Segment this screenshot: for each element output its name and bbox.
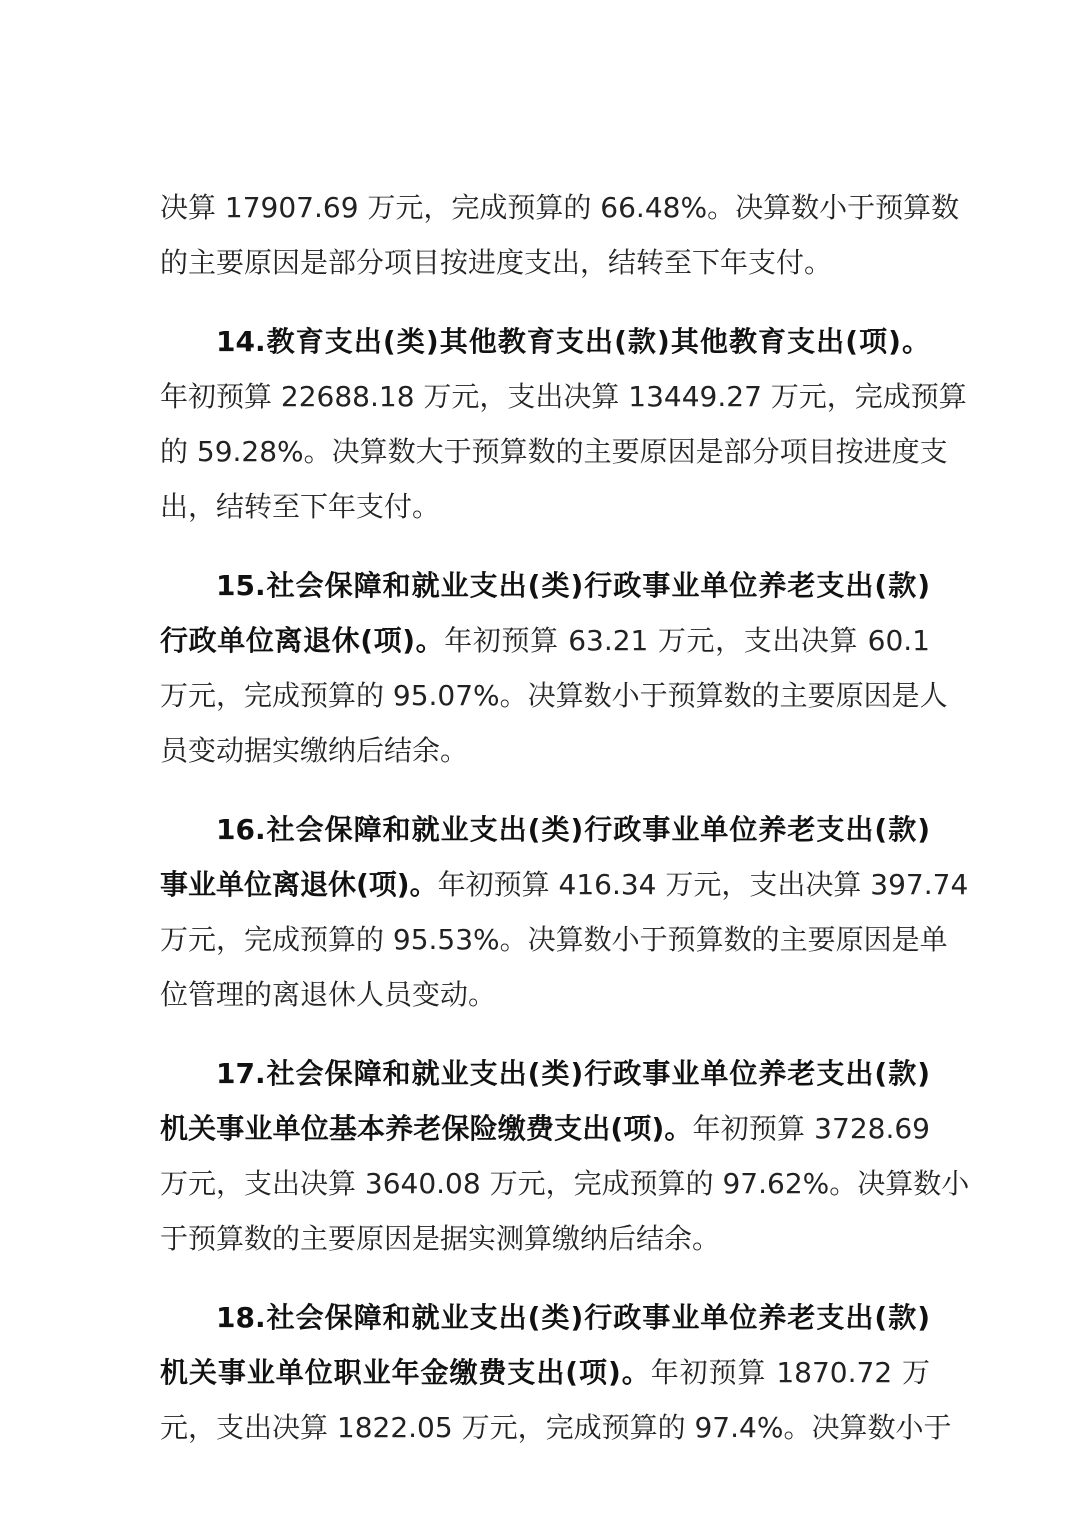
item-16-text: 年初预算 416.34 万元，支出决算 397.74 xyxy=(437,868,969,901)
item-18-heading-line2 xyxy=(160,1345,930,1400)
paragraph-line: 万元，完成预算的 95.53%。决算数小于预算数的主要原因是单 xyxy=(160,923,948,956)
item-17-text: 年初预算 3728.69 xyxy=(692,1112,930,1145)
paragraph-line: 员变动据实缴纳后结余。 xyxy=(160,734,469,767)
paragraph-line: 万元，完成预算的 95.07%。决算数小于预算数的主要原因是人 xyxy=(160,679,948,712)
paragraph-line: 的 59.28%。决算数大于预算数的主要原因是部分项目按进度支 xyxy=(160,435,948,468)
item-14-heading: 14.教育支出(类)其他教育支出(款)其他教育支出(项)。 xyxy=(216,325,930,358)
paragraph-line: 决算 17907.69 万元，完成预算的 66.48%。决算数小于预算数 xyxy=(160,191,960,224)
paragraph-line: 的主要原因是部分项目按进度支出，结转至下年支付。 xyxy=(160,246,833,279)
item-15-heading-line2 xyxy=(160,613,930,668)
paragraph-line: 元，支出决算 1822.05 万元，完成预算的 97.4%。决算数小于 xyxy=(160,1411,952,1444)
item-15-text: 年初预算 63.21 万元，支出决算 60.1 xyxy=(444,624,930,657)
paragraph-line: 于预算数的主要原因是据实测算缴纳后结余。 xyxy=(160,1222,721,1255)
item-17-heading-line2 xyxy=(160,1101,930,1156)
item-16-heading-bold: 事业单位离退休(项)。 xyxy=(160,868,438,901)
item-16-heading: 16.社会保障和就业支出(类)行政事业单位养老支出(款) xyxy=(216,813,930,846)
paragraph-line: 年初预算 22688.18 万元，支出决算 13449.27 万元，完成预算 xyxy=(160,380,967,413)
paragraph-line: 出，结转至下年支付。 xyxy=(160,490,441,523)
item-17-heading-bold: 机关事业单位基本养老保险缴费支出(项)。 xyxy=(160,1112,693,1145)
item-18-text: 年初预算 1870.72 万 xyxy=(650,1356,930,1389)
item-15-heading-bold: 行政单位离退休(项)。 xyxy=(160,624,445,657)
item-18-heading: 18.社会保障和就业支出(类)行政事业单位养老支出(款) xyxy=(216,1301,930,1334)
paragraph-line: 位管理的离退休人员变动。 xyxy=(160,978,497,1011)
paragraph-line: 万元，支出决算 3640.08 万元，完成预算的 97.62%。决算数小 xyxy=(160,1167,970,1200)
item-18-heading-bold: 机关事业单位职业年金缴费支出(项)。 xyxy=(160,1356,651,1389)
item-15-heading: 15.社会保障和就业支出(类)行政事业单位养老支出(款) xyxy=(216,569,930,602)
item-16-heading-line2 xyxy=(160,857,969,912)
document-body xyxy=(160,180,970,1455)
item-17-heading: 17.社会保障和就业支出(类)行政事业单位养老支出(款) xyxy=(216,1057,930,1090)
